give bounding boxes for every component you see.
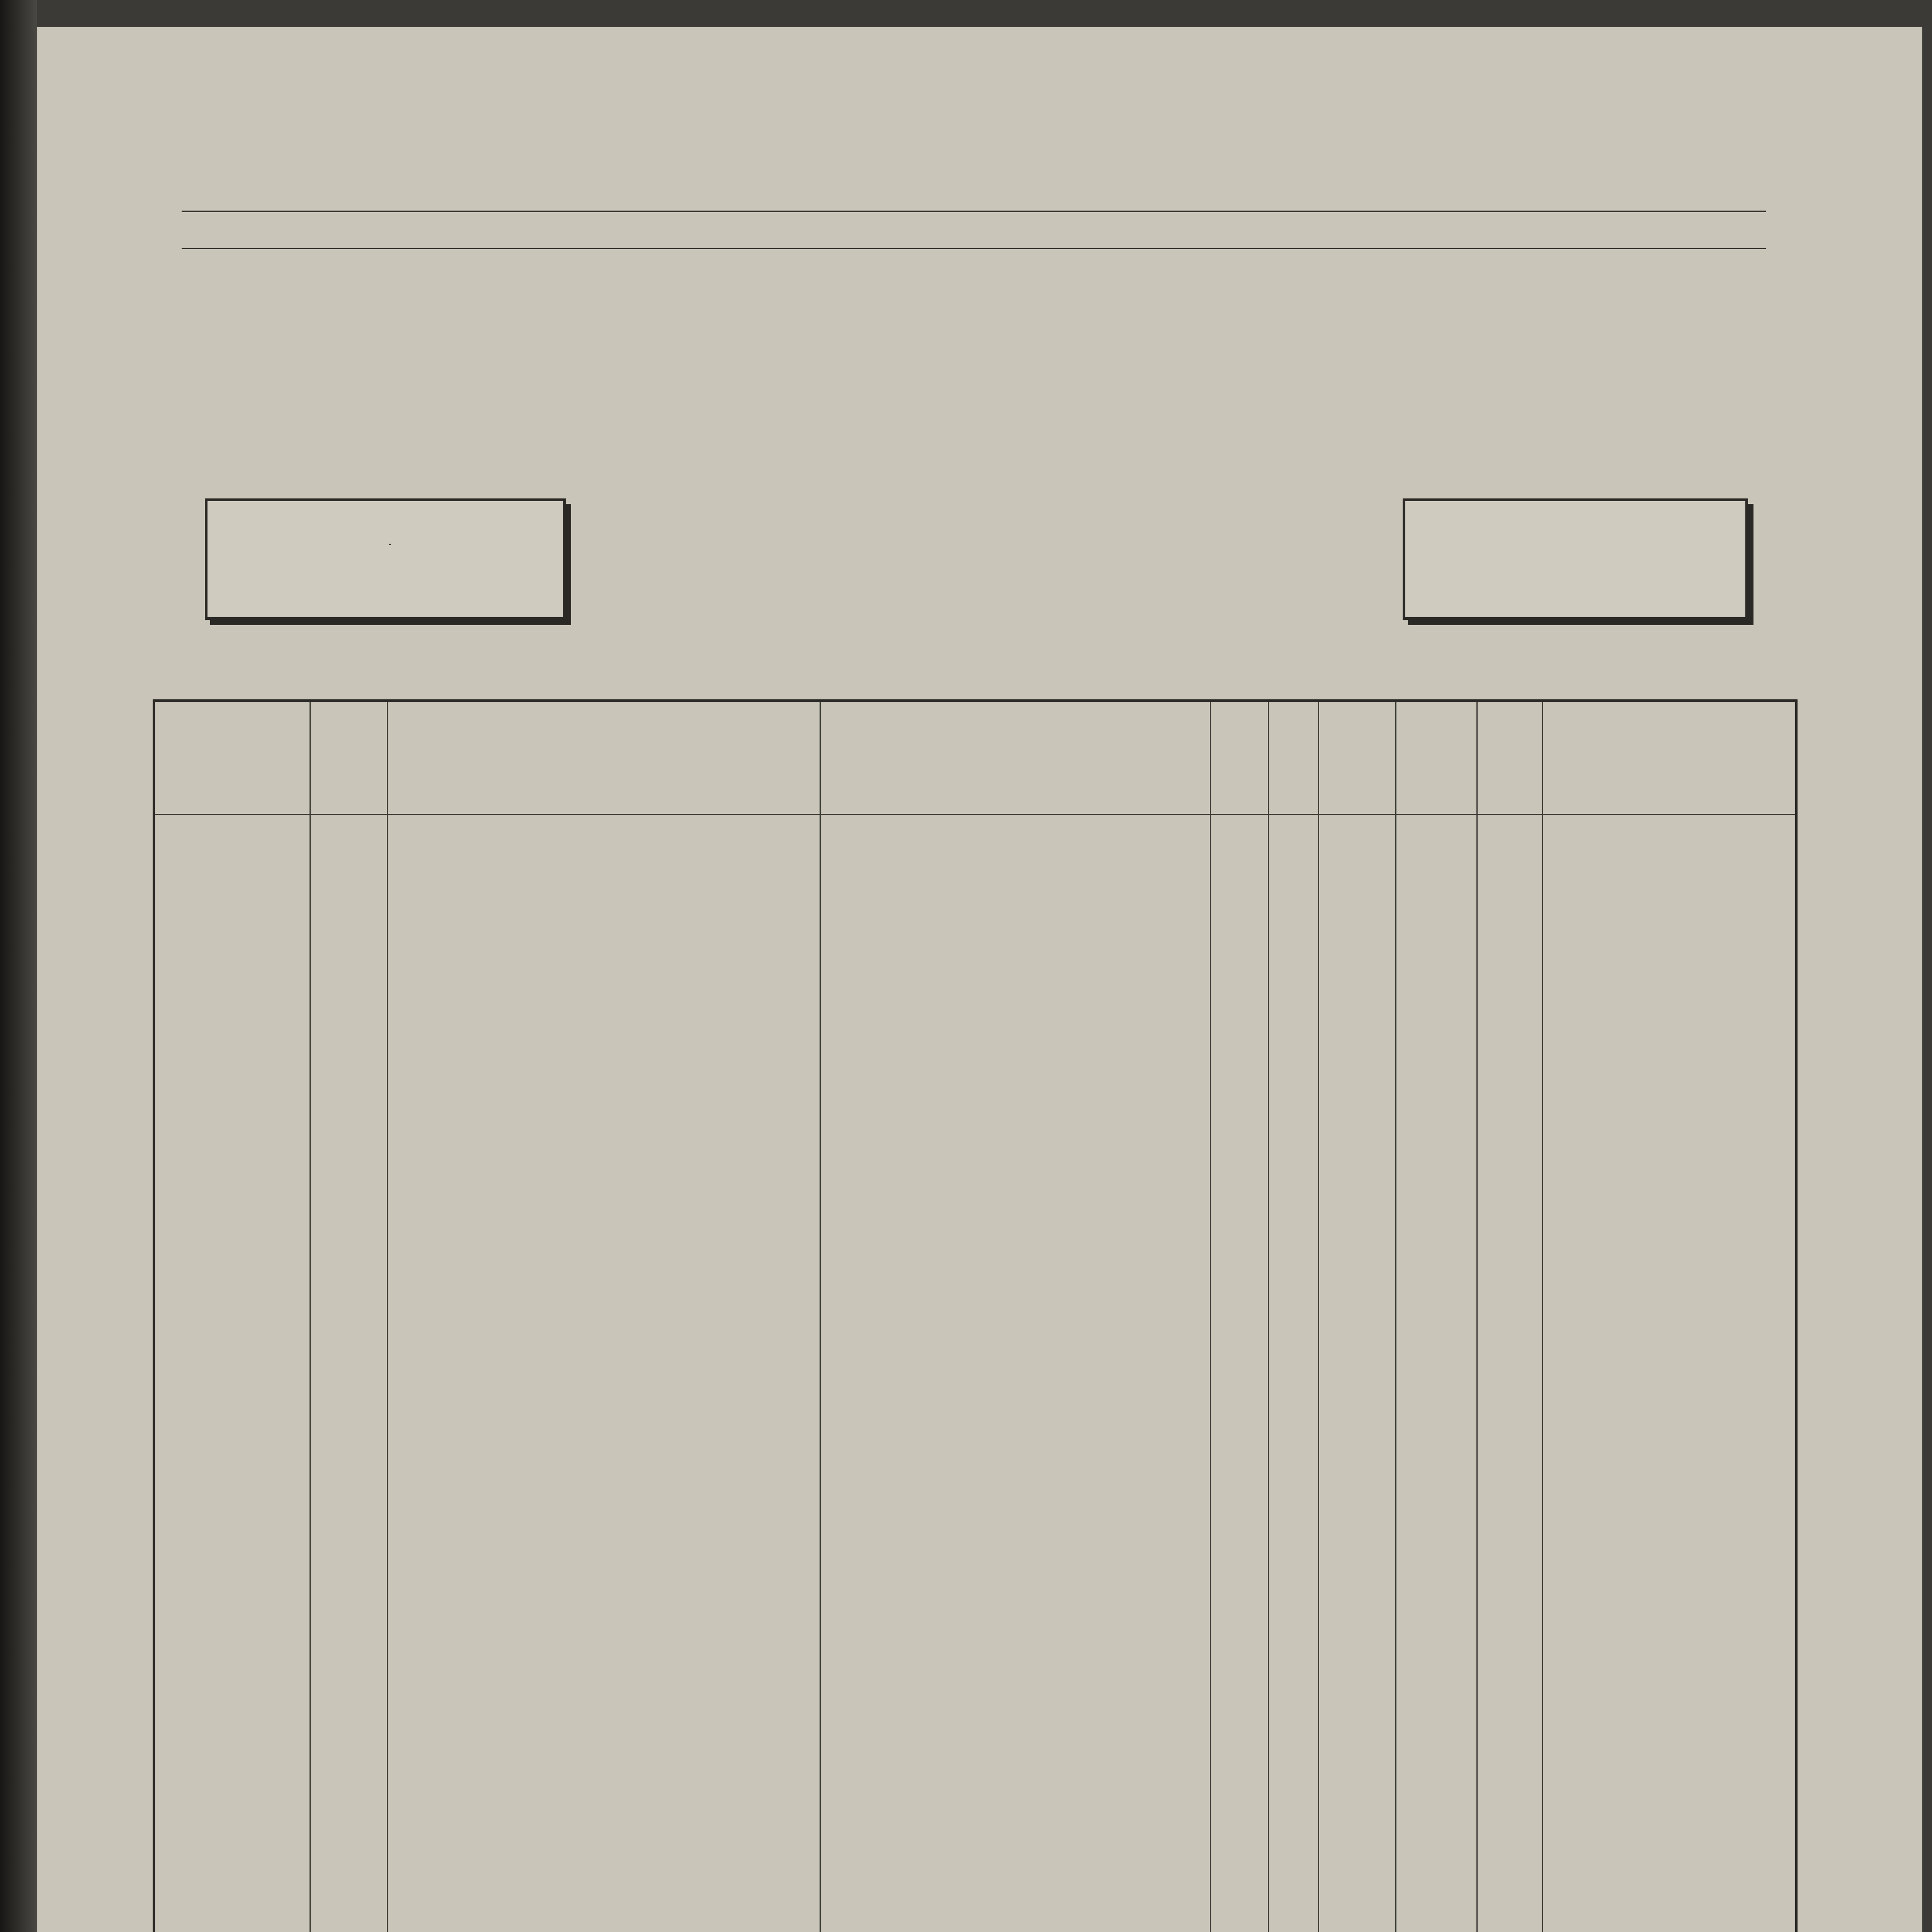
col-divider xyxy=(1318,702,1319,1932)
quotes-table xyxy=(153,699,1798,1932)
subscription-title-right xyxy=(1405,501,1745,507)
subscription-box-left xyxy=(205,498,566,620)
col-header-cours-cotes xyxy=(1276,706,1314,810)
col-divider xyxy=(820,702,821,1932)
col-divider xyxy=(1542,702,1543,1932)
paris-rates xyxy=(215,544,381,545)
subscription-title xyxy=(207,501,563,507)
col-divider xyxy=(1210,702,1211,1932)
subscription-box-right xyxy=(1403,498,1748,620)
col-divider xyxy=(310,702,311,1932)
header-rule xyxy=(182,211,1766,212)
book-spine xyxy=(0,0,37,1932)
col-header-cours-prec xyxy=(1225,709,1252,806)
foreign-rates xyxy=(1413,544,1568,545)
header-divider xyxy=(155,814,1795,815)
col-divider xyxy=(1476,702,1478,1932)
dep-rates xyxy=(389,544,565,545)
header-rule-2 xyxy=(182,248,1766,249)
col-divider xyxy=(387,702,388,1932)
col-divider xyxy=(1395,702,1396,1932)
col-divider xyxy=(1268,702,1269,1932)
